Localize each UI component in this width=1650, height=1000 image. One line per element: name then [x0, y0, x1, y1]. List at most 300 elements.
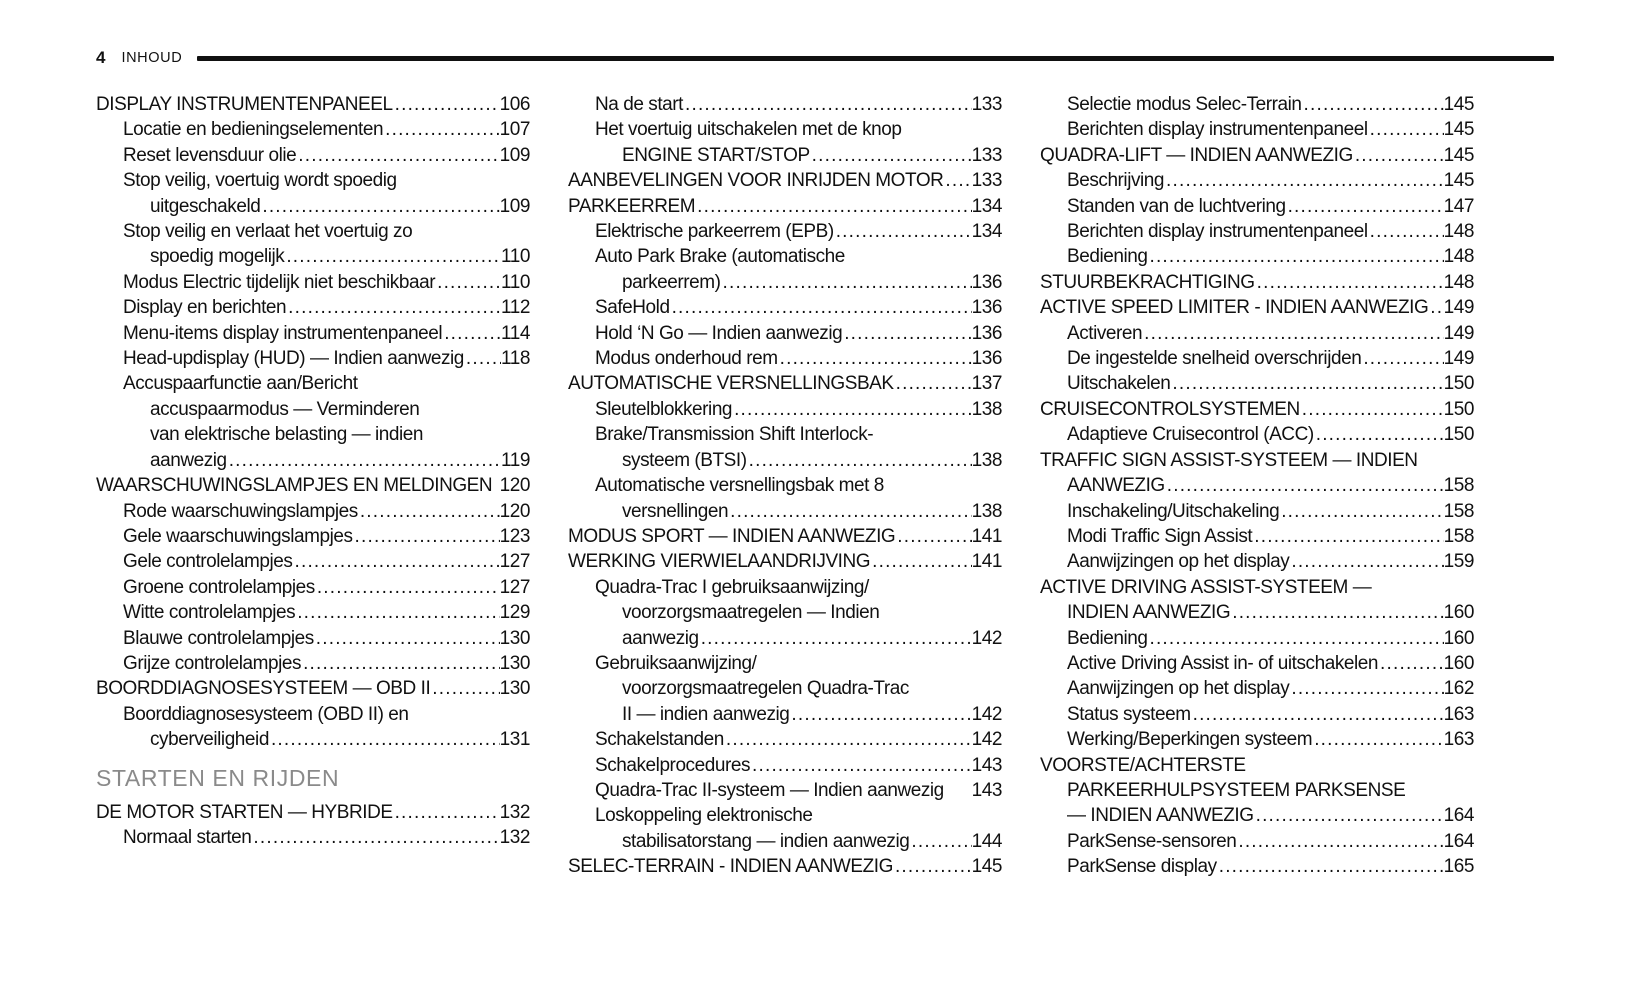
toc-entry-line: [568, 448, 1002, 473]
toc-entry: [1040, 219, 1474, 244]
toc-entry-line: [1040, 422, 1474, 447]
toc-entry-label: Inschakeling/Uitschakeling: [1067, 500, 1280, 522]
toc-entry: [96, 168, 530, 219]
page-number: 150: [1443, 424, 1474, 446]
toc-entry-label: Berichten display instrumentenpaneel: [1067, 221, 1368, 243]
dot-leader: [1378, 651, 1444, 676]
dot-leader: [728, 499, 972, 524]
toc-entry: [568, 168, 1002, 193]
toc-entry-label: INDIEN AANWEZIG: [1067, 602, 1231, 624]
toc-entry-line: [568, 346, 1002, 371]
page-number: 148: [1443, 221, 1474, 243]
dot-leader: [314, 626, 500, 651]
toc-entry: [96, 473, 530, 498]
toc-entry: [96, 117, 530, 142]
toc-entry-line: [1040, 244, 1474, 269]
toc-entry-line: [1040, 194, 1474, 219]
page-number: 143: [971, 779, 1002, 801]
page-number: 106: [499, 94, 530, 115]
toc-entry-line: [1040, 143, 1474, 168]
toc-entry: [1040, 499, 1474, 524]
page-number: 149: [1443, 322, 1474, 344]
toc-entry-label: Bediening: [1067, 246, 1148, 268]
page-number: 164: [1443, 805, 1474, 827]
header-page-number: 4: [96, 48, 106, 67]
page-number: 134: [971, 221, 1002, 243]
dot-leader: [315, 575, 500, 600]
dot-leader: [464, 346, 501, 371]
toc-entry-label: Sleutelblokkering: [595, 398, 733, 420]
toc-entry: [568, 473, 1002, 524]
toc-entry-label: Aanwijzingen op het display: [1067, 678, 1290, 700]
dot-leader: [1368, 117, 1444, 142]
toc-column: [568, 92, 1002, 880]
toc-entry-line: [96, 92, 530, 117]
toc-entry: [568, 549, 1002, 574]
dot-leader: [1147, 244, 1443, 269]
page-number: 141: [971, 551, 1002, 573]
dot-leader: [683, 92, 972, 117]
toc-entry: [568, 92, 1002, 117]
toc-entry-label: Quadra-Trac II-systeem — Indien aanwezig: [595, 779, 944, 801]
toc-entry-line: [1040, 371, 1474, 396]
toc-entry: [1040, 448, 1474, 499]
toc-entry: [1040, 676, 1474, 701]
toc-entry-line: voorzorgsmaatregelen — Indien: [622, 602, 880, 624]
dot-leader: [1236, 829, 1443, 854]
toc-entry-label: MODUS SPORT — INDIEN AANWEZIG: [568, 525, 896, 547]
toc-entry-label: AANWEZIG: [1067, 475, 1165, 497]
toc-entry-label: — INDIEN AANWEZIG: [1067, 805, 1254, 827]
dot-leader: [1361, 346, 1443, 371]
toc-entry-label: parkeerrem): [622, 271, 721, 293]
dot-leader: [894, 371, 972, 396]
toc-entry-line: [96, 321, 530, 346]
toc-entry-label: CRUISECONTROLSYSTEMEN: [1040, 398, 1300, 420]
toc-entry-label: Locatie en bedieningselementen: [123, 119, 384, 141]
toc-entry: [568, 524, 1002, 549]
toc-entry-line: [96, 473, 530, 498]
toc-entry-line: [96, 727, 530, 752]
toc-entry-line: Accuspaarfunctie aan/Bericht: [123, 373, 358, 395]
dot-leader: [1286, 194, 1444, 219]
dot-leader: [1252, 524, 1443, 549]
toc-entry-line: [1040, 321, 1474, 346]
toc-entry-label: stabilisatorstang — indien aanwezig: [622, 830, 910, 852]
toc-entry-line: [568, 499, 1002, 524]
toc-entry-label: Bediening: [1067, 627, 1148, 649]
page-number: 130: [499, 678, 530, 700]
toc-entry-line: [1040, 168, 1474, 193]
page-number: 145: [1443, 119, 1474, 141]
toc-entry-label: QUADRA-LIFT — INDIEN AANWEZIG: [1040, 144, 1353, 166]
toc-entry-label: AANBEVELINGEN VOOR INRIJDEN MOTOR: [568, 170, 944, 192]
page-number: 120: [499, 500, 530, 522]
page-number: 107: [499, 119, 530, 141]
dot-leader: [1289, 676, 1443, 701]
page-number: 127: [499, 551, 530, 573]
page-number: 148: [1443, 246, 1474, 268]
toc-entry-line: Boorddiagnosesysteem (OBD II) en: [123, 703, 409, 725]
toc-entry: [96, 524, 530, 549]
dot-leader: [1191, 702, 1444, 727]
toc-entry-label: Na de start: [595, 94, 683, 115]
dot-leader: [1147, 626, 1443, 651]
toc-entry-line: [96, 549, 530, 574]
toc-entry-label: Beschrijving: [1067, 170, 1165, 192]
toc-entry: [568, 194, 1002, 219]
toc-entry: [96, 270, 530, 295]
toc-entry-line: [568, 92, 1002, 117]
toc-entry-line: [96, 676, 530, 701]
page-number: 149: [1443, 297, 1474, 319]
toc-entry: [568, 803, 1002, 854]
page-number: 150: [1443, 373, 1474, 395]
toc-entry-label: Schakelstanden: [595, 729, 724, 751]
dot-leader: [435, 270, 501, 295]
toc-entry: [568, 346, 1002, 371]
toc-entry: [96, 219, 530, 270]
dot-leader: [724, 727, 972, 752]
dot-leader: [834, 219, 972, 244]
toc-entry: [1040, 397, 1474, 422]
toc-entry-label: II — indien aanwezig: [622, 703, 790, 725]
toc-entry: [96, 676, 530, 701]
toc-entry: [96, 549, 530, 574]
dot-leader: [1302, 92, 1444, 117]
page-number: 160: [1443, 602, 1474, 624]
page-number: 129: [499, 602, 530, 624]
toc-entry: [568, 651, 1002, 727]
toc-entry-line: Loskoppeling elektronische: [595, 805, 813, 827]
toc-entry-label: Reset levensduur olie: [123, 144, 297, 166]
page-header: [96, 48, 1554, 68]
page-number: 145: [1443, 94, 1474, 115]
toc-entry: [96, 371, 530, 473]
page-number: 123: [499, 525, 530, 547]
toc-entry-line: [96, 295, 530, 320]
toc-entry-label: Witte controlelampjes: [123, 602, 296, 624]
dot-leader: [295, 600, 499, 625]
dot-leader: [893, 854, 972, 879]
toc-entry: [96, 92, 530, 117]
toc-entry: [1040, 575, 1474, 626]
toc-columns: [96, 92, 1474, 880]
toc-entry-line: [1040, 346, 1474, 371]
toc-entry-line: Stop veilig, voertuig wordt spoedig: [123, 170, 397, 192]
dot-leader: [1217, 854, 1444, 879]
toc-entry-label: Schakelprocedures: [595, 754, 751, 776]
page-number: 158: [1443, 525, 1474, 547]
toc-entry-label: AUTOMATISCHE VERSNELLINGSBAK: [568, 373, 894, 395]
dot-leader: [301, 651, 500, 676]
page-number: 118: [501, 348, 530, 370]
toc-entry: [96, 295, 530, 320]
toc-entry: [568, 778, 1002, 803]
toc-entry-line: [568, 829, 1002, 854]
page-number: 131: [499, 729, 530, 751]
toc-entry-line: [96, 143, 530, 168]
page-number: 133: [971, 170, 1002, 192]
header-title: INHOUD: [121, 50, 183, 66]
dot-leader: [1230, 600, 1443, 625]
toc-entry-line: TRAFFIC SIGN ASSIST-SYSTEEM — INDIEN: [1040, 449, 1418, 471]
dot-leader: [842, 321, 971, 346]
toc-entry-line: [1040, 92, 1474, 117]
toc-column: [96, 92, 530, 880]
toc-entry-label: Adaptieve Cruisecontrol (ACC): [1067, 424, 1314, 446]
toc-entry-line: [96, 194, 530, 219]
toc-entry-line: [1040, 829, 1474, 854]
toc-entry-line: [568, 219, 1002, 244]
dot-leader: [721, 270, 972, 295]
toc-entry-label: Werking/Beperkingen systeem: [1067, 729, 1313, 751]
dot-leader: [699, 626, 972, 651]
page-number: 159: [1443, 551, 1474, 573]
page-number: 145: [1443, 170, 1474, 192]
toc-entry: [1040, 346, 1474, 371]
dot-leader: [895, 524, 971, 549]
dot-leader: [227, 448, 501, 473]
page-number: 134: [971, 195, 1002, 217]
toc-entry: [1040, 829, 1474, 854]
toc-entry-line: [568, 524, 1002, 549]
toc-entry: [96, 346, 530, 371]
toc-entry: [96, 651, 530, 676]
toc-entry: [96, 800, 530, 825]
toc-entry-line: Brake/Transmission Shift Interlock-: [595, 424, 874, 446]
toc-entry-line: [96, 117, 530, 142]
toc-entry: [1040, 753, 1474, 829]
page-number: 143: [971, 754, 1002, 776]
toc-entry-line: [96, 575, 530, 600]
toc-entry-label: Elektrische parkeerrem (EPB): [595, 221, 834, 243]
page-number: 142: [971, 627, 1002, 649]
page-number: 158: [1443, 475, 1474, 497]
toc-entry: [1040, 422, 1474, 447]
toc-entry: [568, 295, 1002, 320]
toc-entry-label: Standen van de luchtvering: [1067, 195, 1286, 217]
dot-leader: [1142, 321, 1443, 346]
toc-entry-line: [568, 549, 1002, 574]
section-heading: STARTEN EN RIJDEN: [96, 764, 340, 791]
dot-leader: [747, 448, 972, 473]
toc-entry-line: [1040, 549, 1474, 574]
toc-entry-line: [1040, 651, 1474, 676]
toc-entry: [1040, 244, 1474, 269]
page-number: 112: [501, 297, 530, 319]
toc-entry-label: aanwezig: [622, 627, 699, 649]
toc-entry-label: SafeHold: [595, 297, 670, 319]
toc-entry-line: Automatische versnellingsbak met 8: [595, 475, 884, 497]
toc-entry-line: VOORSTE/ACHTERSTE: [1040, 754, 1246, 776]
dot-leader: [1300, 397, 1444, 422]
page-number: 136: [971, 348, 1002, 370]
toc-entry: [568, 244, 1002, 295]
toc-column: [1040, 92, 1474, 880]
toc-entry-line: [96, 626, 530, 651]
dot-leader: [1170, 371, 1443, 396]
page-number: 148: [1443, 271, 1474, 293]
page-number: 120: [499, 475, 530, 497]
dot-leader: [1314, 422, 1444, 447]
dot-leader: [286, 295, 501, 320]
toc-entry-line: [1040, 524, 1474, 549]
toc-entry-label: systeem (BTSI): [622, 449, 747, 471]
toc-entry-line: [96, 651, 530, 676]
toc-entry-label: Status systeem: [1067, 703, 1191, 725]
toc-entry-line: Quadra-Trac I gebruiksaanwijzing/: [595, 576, 869, 598]
toc-entry: [1040, 854, 1474, 879]
dot-leader: [943, 168, 971, 193]
dot-leader: [695, 194, 972, 219]
toc-entry-label: Selectie modus Selec-Terrain: [1067, 94, 1302, 115]
dot-leader: [284, 244, 501, 269]
page-number: 147: [1443, 195, 1474, 217]
page-number: 132: [499, 826, 530, 848]
toc-entry: [96, 702, 530, 753]
toc-entry-line: voorzorgsmaatregelen Quadra-Trac: [622, 678, 909, 700]
toc-entry-label: WAARSCHUWINGSLAMPJES EN MELDINGEN: [96, 475, 493, 497]
page-number: 136: [971, 297, 1002, 319]
page-number: 160: [1443, 652, 1474, 674]
dot-leader: [393, 92, 500, 117]
toc-entry: [96, 600, 530, 625]
toc-entry: [96, 499, 530, 524]
toc-entry: [1040, 626, 1474, 651]
toc-entry-line: [568, 854, 1002, 879]
toc-entry-label: Grijze controlelampjes: [123, 652, 302, 674]
dot-leader: [292, 549, 499, 574]
dot-leader: [732, 397, 972, 422]
dot-leader: [393, 800, 500, 825]
toc-entry-line: [96, 499, 530, 524]
dot-leader: [1289, 549, 1443, 574]
toc-entry-line: [96, 825, 530, 850]
toc-entry-line: [1040, 854, 1474, 879]
toc-entry-label: spoedig mogelijk: [150, 246, 285, 268]
toc-entry-label: Gele waarschuwingslampjes: [123, 525, 353, 547]
dot-leader: [251, 825, 499, 850]
toc-entry: [1040, 524, 1474, 549]
toc-entry-label: cyberveiligheid: [150, 729, 269, 751]
toc-entry-label: BOORDDIAGNOSESYSTEEM — OBD II: [96, 678, 431, 700]
toc-entry-line: [1040, 676, 1474, 701]
toc-entry-label: Modus Electric tijdelijk niet beschikbaar: [123, 271, 436, 293]
toc-entry: [96, 575, 530, 600]
dot-leader: [1255, 270, 1444, 295]
toc-entry-label: De ingestelde snelheid overschrijden: [1067, 348, 1362, 370]
toc-entry-line: Het voertuig uitschakelen met de knop: [595, 119, 902, 141]
toc-entry: [96, 825, 530, 850]
toc-entry-line: [568, 397, 1002, 422]
page-number: 110: [501, 246, 530, 268]
page-number: 109: [499, 195, 530, 217]
dot-leader: [870, 549, 972, 574]
dot-leader: [750, 753, 972, 778]
toc-entry-line: [1040, 702, 1474, 727]
toc-entry: [1040, 371, 1474, 396]
toc-entry-line: Stop veilig en verlaat het voertuig zo: [123, 221, 413, 243]
toc-entry-line: [96, 448, 530, 473]
toc-entry-line: [568, 168, 1002, 193]
toc-entry-label: Blauwe controlelampjes: [123, 627, 314, 649]
toc-entry-label: PARKEERREM: [568, 195, 696, 217]
toc-entry: [1040, 295, 1474, 320]
toc-entry: [568, 117, 1002, 168]
toc-entry-line: [568, 194, 1002, 219]
toc-entry-line: [1040, 473, 1474, 498]
toc-entry: [96, 143, 530, 168]
toc-entry-label: WERKING VIERWIELAANDRIJVING: [568, 551, 871, 573]
page-number: 144: [971, 830, 1002, 852]
page-number: 150: [1443, 398, 1474, 420]
toc-entry-label: Display en berichten: [123, 297, 287, 319]
toc-entry-line: [1040, 219, 1474, 244]
dot-leader: [1428, 295, 1443, 320]
page-number: 165: [1443, 856, 1474, 878]
toc-entry: [1040, 117, 1474, 142]
page-number: 160: [1443, 627, 1474, 649]
page-number: 133: [971, 94, 1002, 115]
page-number: 119: [501, 449, 530, 471]
toc-entry-label: Rode waarschuwingslampjes: [123, 500, 358, 522]
toc-entry-line: [568, 753, 1002, 778]
page-number: 138: [971, 500, 1002, 522]
page-number: 136: [971, 322, 1002, 344]
toc-entry-line: [96, 800, 530, 825]
page-number: 142: [971, 729, 1002, 751]
page-number: 109: [499, 144, 530, 166]
dot-leader: [1254, 803, 1444, 828]
toc-entry-label: ENGINE START/STOP: [622, 144, 810, 166]
toc-entry-line: [1040, 270, 1474, 295]
toc-entry-line: [1040, 727, 1474, 752]
toc-entry: [1040, 321, 1474, 346]
toc-entry-label: Modi Traffic Sign Assist: [1067, 525, 1253, 547]
toc-entry: [568, 397, 1002, 422]
toc-entry: [568, 854, 1002, 879]
toc-entry-label: Uitschakelen: [1067, 373, 1171, 395]
toc-entry: [1040, 168, 1474, 193]
dot-leader: [260, 194, 499, 219]
toc-entry: [1040, 194, 1474, 219]
dot-leader: [430, 676, 499, 701]
page-number: 138: [971, 398, 1002, 420]
dot-leader: [670, 295, 972, 320]
toc-entry: [568, 575, 1002, 651]
toc-entry-label: Hold ‘N Go — Indien aanwezig: [595, 322, 843, 344]
toc-entry: [568, 371, 1002, 396]
toc-entry-line: [568, 702, 1002, 727]
toc-entry-label: Modus onderhoud rem: [595, 348, 778, 370]
toc-entry-line: [568, 371, 1002, 396]
page-number: 110: [501, 271, 530, 293]
toc-entry-label: Active Driving Assist in- of uitschakelen: [1067, 652, 1379, 674]
page-number: 162: [1443, 678, 1474, 700]
toc-entry: [1040, 549, 1474, 574]
toc-entry-label: Menu-items display instrumentenpaneel: [123, 322, 443, 344]
page-number: 145: [1443, 144, 1474, 166]
page-number: 136: [971, 271, 1002, 293]
toc-entry-line: [568, 295, 1002, 320]
toc-entry: [96, 626, 530, 651]
page-number: 114: [501, 322, 530, 344]
toc-entry-label: ACTIVE SPEED LIMITER - INDIEN AANWEZIG: [1040, 297, 1429, 319]
dot-leader: [296, 143, 499, 168]
toc-entry-line: [568, 270, 1002, 295]
dot-leader: [442, 321, 501, 346]
